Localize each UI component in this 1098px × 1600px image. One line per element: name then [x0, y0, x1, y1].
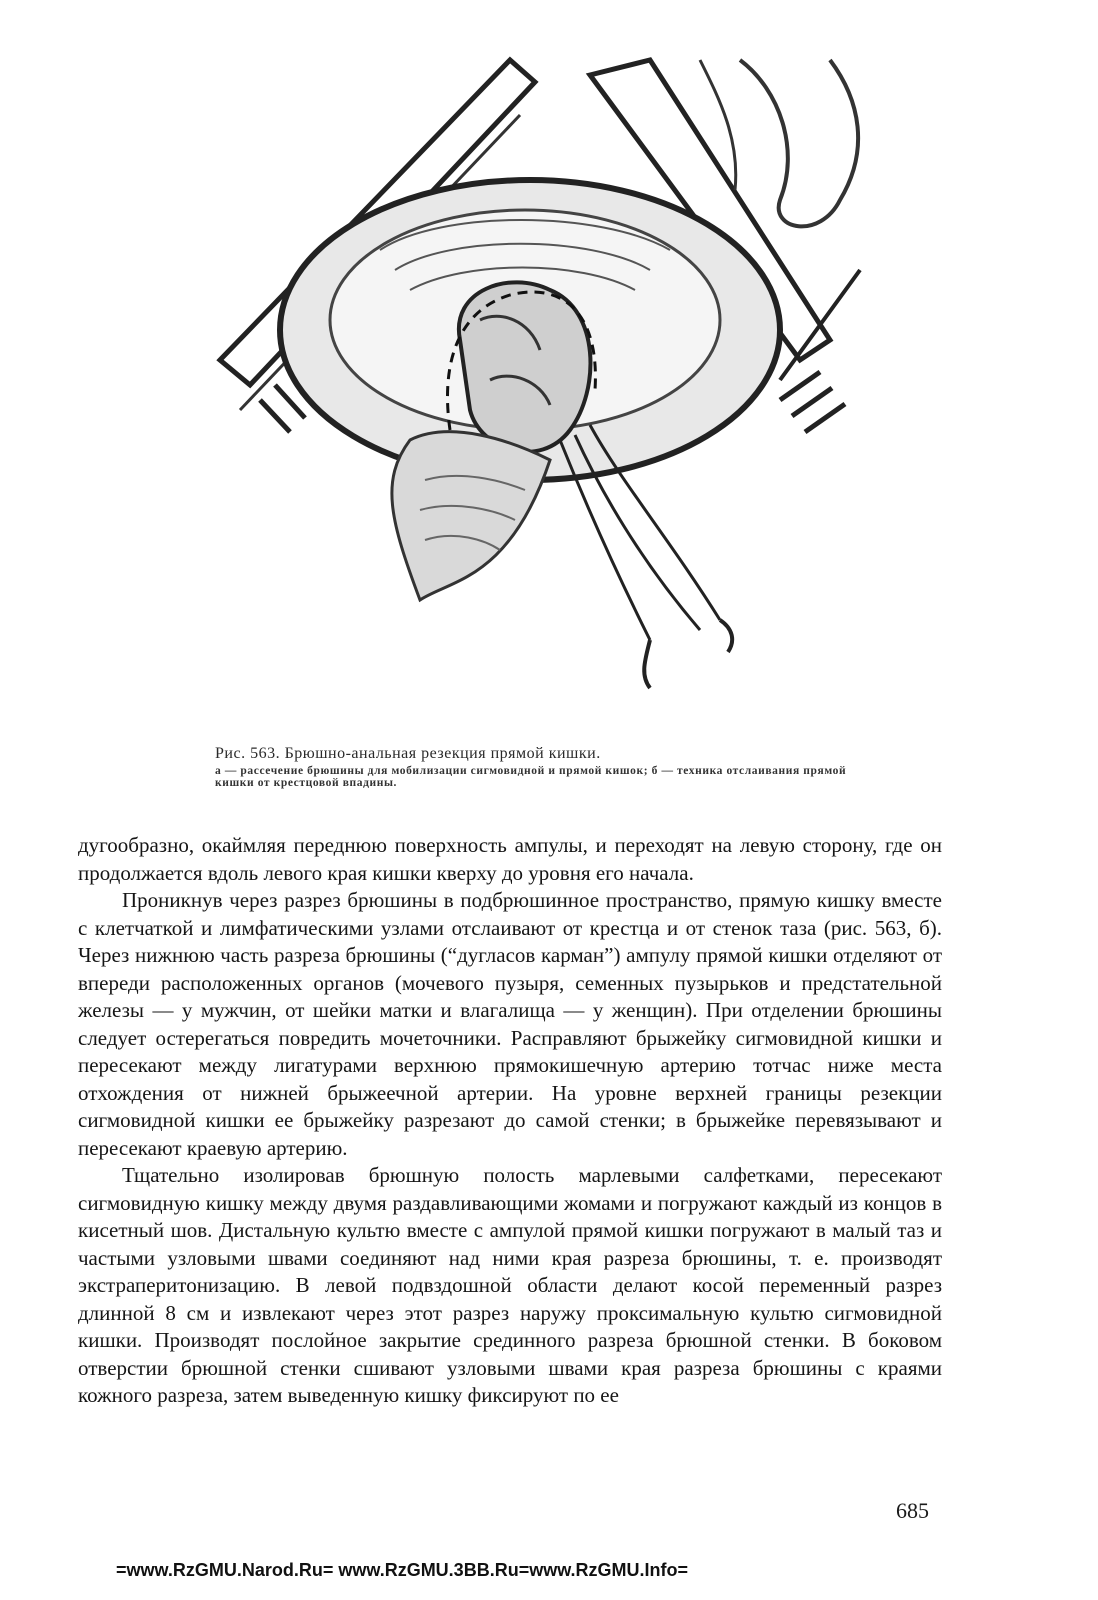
body-text [78, 832, 942, 1410]
caption-title: Рис. 563. Брюшно-анальная резекция прямой кишки. [215, 745, 601, 762]
surgical-illustration [180, 20, 940, 730]
paragraph-2: Проникнув через разрез брюшины в подбрюшинное пространство, прямую кишку вместе с клетчаткой и лимфатическими узлами отслаивают от крестца и от стенок таза (рис. 563, б). Через нижнюю часть разреза брюшины (“дугласов карман”) ампулу прямой кишки отделяют от впереди расположенных органов (мочевого пузыря, семенных пузырьков и предстательной железы — у мужчин, от шейки матки и влагалища — у женщин). При отделении брюшины следует остерегаться повредить мочеточники. Расправляют брыжейку сигмовидной кишки и пересекают между лигатурами верхнюю прямокишечную артерию тотчас ниже места отхождения от нижней брыжеечной артерии. На уровне верхней границы резекции сигмовидной кишки ее брыжейку разрезают до самой стенки; в брыжейке перевязывают и пересекают краевую артерию. [78, 888, 942, 1160]
footer-watermark: =www.RzGMU.Narod.Ru= www.RzGMU.3BB.Ru=www.RzGMU.Info= [116, 1560, 689, 1580]
paragraph-3: Тщательно изолировав брюшную полость марлевыми салфетками, пересекают сигмовидную кишку между двумя раздавливающими жомами и погружают каждый из концов в кисетный шов. Дистальную культю вместе с ампулой прямой кишки погружают в малый таз и частыми узловыми швами соединяют над ними края разреза брюшины, т. е. производят экстраперитонизацию. В левой подвздошной области делают косой переменный разрез длинной 8 см и извлекают через этот разрез наружу проксимальную культю сигмовидной кишки. Производят послойное закрытие срединного разреза брюшной стенки. В боковом отверстии брюшной стенки сшивают узловыми швами края разреза брюшины с краями кожного разреза, затем выведенную кишку фиксируют по ее [78, 1163, 942, 1407]
caption-description: а — рассечение брюшины для мобилизации сигмовидной и прямой кишок; б — техника отслаивания прямой кишки от крестцовой впадины. [215, 765, 847, 789]
page-number: 685 [896, 1498, 929, 1523]
figure-caption [215, 746, 855, 789]
paragraph-1: дугообразно, окаймляя переднюю поверхность ампулы, и переходят на левую сторону, где он продолжается вдоль левого края кишки кверху до уровня его начала. [78, 833, 942, 885]
